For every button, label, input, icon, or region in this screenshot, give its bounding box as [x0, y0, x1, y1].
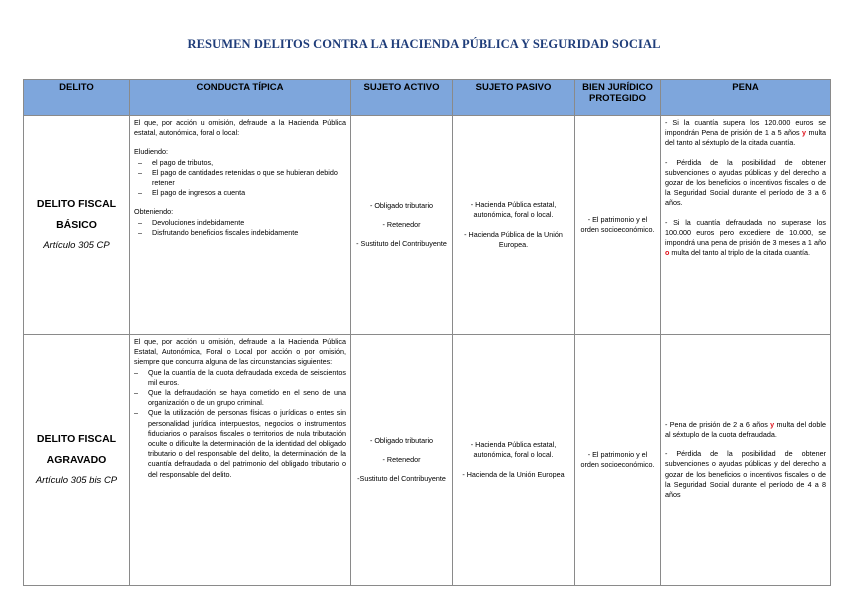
delito-name: DELITO FISCAL — [36, 198, 117, 210]
sujeto-pasivo-cell — [453, 335, 575, 586]
circunstancias-list — [134, 368, 346, 480]
header-sujeto-pasivo: SUJETO PASIVO — [453, 80, 575, 116]
list-item: – Devoluciones indebidamente — [134, 218, 346, 228]
eludiendo-list — [134, 158, 346, 199]
list-item: – Que la cuantía de la cuota defraudada exceda de seiscientos mil euros. — [134, 368, 346, 388]
delito-type: AGRAVADO — [46, 454, 107, 466]
pena-paragraph: - Pérdida de la posibilidad de obtener subvenciones o ayudas públicas y del derecho a gozar de los beneficios o incentivos fiscales o de la Seguridad Social durante el período de 4 a 8 años — [665, 449, 826, 499]
delito-article: Artículo 305 CP — [43, 240, 110, 251]
list-item: – Disfrutando beneficios fiscales indebidamente — [134, 228, 346, 238]
table-row — [24, 335, 831, 586]
delito-article: Artículo 305 bis CP — [35, 475, 118, 486]
header-sujeto-activo: SUJETO ACTIVO — [351, 80, 453, 116]
header-conducta-tipica: CONDUCTA TÍPICA — [130, 80, 351, 116]
sujeto-activo-item: - Retenedor — [382, 454, 421, 464]
sujeto-pasivo-item: - Hacienda Pública de la Unión Europea. — [464, 229, 563, 249]
pena-cell — [661, 116, 831, 335]
conducta-intro: El que, por acción u omisión, defraude a la Hacienda Pública Estatal, Autonómica, Foral o Local por acción o por omisión, siempre que concurra alguna de las circunstancias siguientes: — [134, 337, 346, 367]
delito-name: DELITO FISCAL — [36, 433, 117, 445]
sujeto-pasivo-item: - Hacienda Pública estatal, autonómica, foral o local. — [470, 200, 557, 220]
eludiendo-label: Eludiendo: — [134, 147, 168, 157]
conducta-cell — [130, 335, 351, 586]
sujeto-pasivo-cell — [453, 116, 575, 335]
sujeto-activo-cell — [351, 116, 453, 335]
pena-paragraph: - Si la cuantía defraudada no superase los 100.000 euros pero excediere de 10.000, se impondrá una pena de prisión de 3 meses a 1 año o multa del tanto al triplo de la citada cuantía. — [665, 217, 826, 258]
pena-paragraph: - Si la cuantía supera los 120.000 euros se impondrán Pena de prisión de 1 a 5 años y multa del tanto al séxtuplo de la citada cuantía. — [665, 118, 827, 148]
sujeto-activo-item: - Obligado tributario — [369, 200, 434, 210]
bien-juridico-text: - El patrimonio y el orden socioeconómico. — [580, 214, 655, 234]
list-item: – El pago de ingresos a cuenta — [134, 188, 346, 198]
conducta-intro: El que, por acción u omisión, defraude a la Hacienda Pública estatal, autonómica, foral o local: — [134, 118, 346, 138]
table-row — [24, 116, 831, 335]
obteniendo-list — [134, 218, 346, 238]
sujeto-pasivo-item: - Hacienda Pública estatal, autonómica, foral o local. — [470, 440, 557, 460]
obteniendo-label: Obteniendo: — [134, 207, 174, 217]
table-header-row — [24, 80, 831, 116]
bien-juridico-cell — [575, 116, 661, 335]
bien-juridico-cell — [575, 335, 661, 586]
summary-table — [23, 79, 831, 586]
sujeto-activo-item: -Sustituto del Contribuyente — [357, 474, 446, 484]
delito-cell — [24, 116, 130, 335]
pena-paragraph: - Pena de prisión de 2 a 6 años y multa del doble al séxtuplo de la cuota defraudada. — [665, 419, 826, 439]
sujeto-activo-item: - Sustituto del Contribuyente — [356, 239, 447, 249]
header-delito: DELITO — [24, 80, 130, 116]
list-item: – El pago de cantidades retenidas o que se hubieran debido retener — [134, 168, 346, 188]
page-title: RESUMEN DELITOS CONTRA LA HACIENDA PÚBLICA Y SEGURIDAD SOCIAL — [187, 37, 661, 51]
list-item: – el pago de tributos, — [134, 158, 346, 168]
conjunction-y: y — [802, 128, 807, 138]
header-pena: PENA — [661, 80, 831, 116]
pena-cell — [661, 335, 831, 586]
bien-juridico-text: - El patrimonio y el orden socioeconómico. — [580, 449, 655, 469]
sujeto-pasivo-item: - Hacienda de la Unión Europea — [462, 469, 565, 479]
sujeto-activo-cell — [351, 335, 453, 586]
list-item: – Que la defraudación se haya cometido en el seno de una organización o de un grupo criminal. — [134, 388, 346, 408]
sujeto-activo-item: - Retenedor — [382, 219, 421, 229]
conjunction-o: o — [665, 248, 670, 258]
conducta-cell — [130, 116, 351, 335]
sujeto-activo-item: - Obligado tributario — [369, 435, 434, 445]
pena-paragraph: - Pérdida de la posibilidad de obtener subvenciones o ayudas públicas y del derecho a gozar de los beneficios o incentivos fiscales o de la Seguridad Social durante el período de 3 a 6 años. — [665, 157, 826, 208]
header-bien-juridico: BIEN JURÍDICO PROTEGIDO — [575, 80, 661, 116]
list-item: – Que la utilización de personas físicas o jurídicas o entes sin personalidad jurídica interpuestos, negocios o instrumentos fiduciarios o paraísos fiscales o territorios de nula tributación oculte o dificulte la determinación de la identidad del obligado tributario o del responsable del delito, la determinación de la cuantía defraudada o del patrimonio del obligado tributario o del responsable del delito. — [134, 408, 346, 479]
delito-cell — [24, 335, 130, 586]
delito-type: BÁSICO — [56, 219, 97, 231]
conjunction-y: y — [770, 419, 775, 429]
